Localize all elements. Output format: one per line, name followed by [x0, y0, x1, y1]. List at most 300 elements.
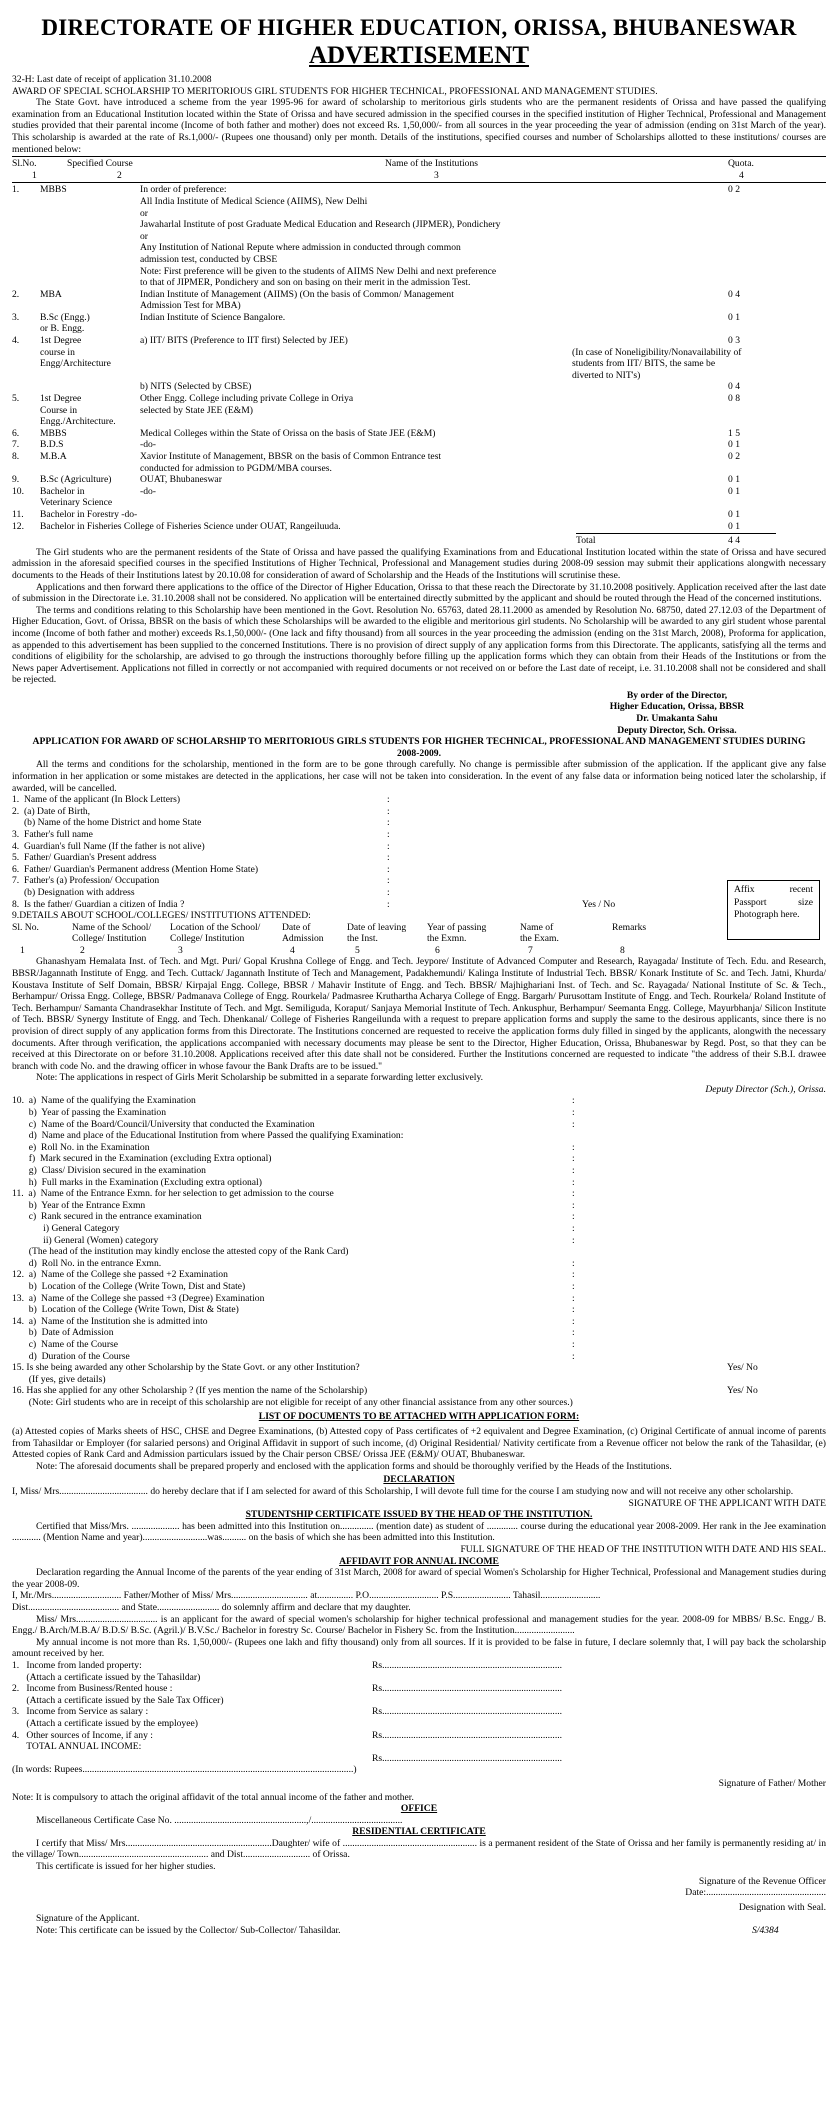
form-item-colon: :	[572, 1199, 575, 1211]
affidavit-note: Note: It is compulsory to attach the original affidavit of the total annual income of the father and mother.	[12, 1791, 414, 1803]
institutions-paragraph: Ghanashyam Hemalata Inst. of Tech. and Mgt. Puri/ Gopal Krushna College of Engg. and Tech. Jeypore/ Institute of Advanced Computer and Research, Rayagada/ Institute of Tech. Edu. and Research, BBSR/Jagannath Institute of Engg. and Tech. Cuttack/ Jagannath Institute of Tech and Management, Padakhemundi/ Kalinga Institute of Industrial Tech. BBSR/ Konark Institute of Sc. and Tech. Jatni, Khurda/ Koustava Institute of Self Domain, BBSR/ Kirpajal Engg. College, BBSR / Mahavir Institute of Engg. and Tech. BBSR/ Majhighariani Inst. of Tech. and Sc. Rayagada/ National Institute of Sc. & Tech., Berhampur/ Orissa Engg. College, BBSR/ Padmanava College of Engg. Rourkela/ Padmasree Kruthartha Acharya College of Engg. Bargarh/ Purusottam Institute of Engg. and Tech. Rourkela/ Roland Institute of Tech. Berhampur/ Samanta Chandrasekhar Institute of Tech. and Mgt. Semiliguda, Koraput/ Sanjaya Memorial Institute of Tech. Ankusphur, Berhampur/ Seemanta Engg. College, Mayurbhanja/ Silicon Institute of Tech. BBSR/ Synergy Institute of Engg. and Tech. Dhenkanal/ College of Fisheries Rangeilunda with a request to prepare application forms and supply the same to the desirous applicants, since there is no provision of direct supply of any application forms from this Directorate. The Institutions concerned are requested to receive the application forms duly filled in singed by the applicants, alongwith the necessary documents. After through verification, the applications accompanied with necessary documents may please be sent to the Director, Higher Education, Orissa, Bhubaneswar by Regd. Post, so that they can be received at this Directorate on or before 31.10.2008. Applications received after this date shall not be considered. Further the Institutions concerned are requested to indicate "the address of their S.B.I. drawee branch with code No. and the drawing officer in whose favour the Bank Drafts are to be issued."	[12, 956, 826, 1072]
item-16: 16. Has she applied for any other Scholarship ? (If yes mention the name of the Scholarship) Yes/ No	[12, 1385, 758, 1397]
declaration-heading: DECLARATION	[383, 1474, 455, 1486]
form-item	[12, 1200, 826, 1212]
form-item	[12, 864, 826, 876]
form-item-label: (b) Designation with address	[12, 886, 135, 898]
signature-block: By order of the Director, Higher Education, Orissa, BBSR Dr. Umakanta Sahu Deputy Director, Sch. Orissa.	[609, 689, 745, 736]
form-item-label: ii) General (Women) category	[12, 1234, 159, 1246]
row-quota: 0 1	[728, 311, 740, 323]
table-row	[12, 428, 826, 440]
row-slno: 8.	[12, 451, 20, 462]
table-row	[12, 254, 826, 266]
declaration-signature: SIGNATURE OF THE APPLICANT WITH DATE	[628, 1497, 826, 1509]
form-item-colon: :	[572, 1176, 575, 1188]
table-row	[12, 242, 826, 254]
documents-note: Note: The aforesaid documents shall be prepared properly and enclosed with the application forms and should be thoroughly verified by the Heads of the Institutions.	[36, 1460, 672, 1472]
form-item-colon: :	[572, 1095, 575, 1107]
form-item-colon: :	[572, 1211, 575, 1223]
form-item-colon: :	[572, 1269, 575, 1281]
form-item	[12, 1246, 826, 1258]
body-paragraph-3: The terms and conditions relating to this Scholarship have been mentioned in the Govt. Resolution No. 65763, dated 28.11.2000 as amended by Resolution No. 68750, dated 27.12.03 of the Department of Higher Education, Govt. of Orissa, BBSR on the basis of which these Scholarships will be awarded to the eligible and meritorious girl students. No Scholarship will be awarded to any girl student whose parental income (Income of both father and mother) exceeds Rs.1,50,000/- (One lack and fifty thousand) from all sources in the year proceeding the admission (ending on the 31st March, 2008), Proforma for application, as appended to this advertisement has been supplied to the concerned Institutions. There is no provision of direct supply of any application forms from this Directorate. The applicants, satisfying all the terms and conditions of eligibility for the scholarship, are advised to go through the instructions thoroughly before filling up the application forms which they can obtain from their Heads of the Institutions or from the News paper Advertisement. Applications not filled in correctly or not accompanied with required documents or not received on or before the Last date of receipt, i.e. 31.10.2008 shall not be considered and shall be rejected.	[12, 604, 826, 686]
yes-no: Yes / No	[582, 898, 616, 910]
row-course: Engg./Architecture.	[40, 416, 116, 428]
details-col-header: Name of	[520, 921, 554, 933]
row-institution: to that of JIPMER, Pondichery and son on basing on their merit in the admission Test.	[140, 277, 471, 289]
row-quota: 0 1	[728, 508, 740, 520]
table-row	[12, 312, 826, 324]
row-institution: -do-	[140, 485, 156, 497]
form-item-colon: :	[572, 1223, 575, 1234]
row-course: B.D.S	[40, 439, 64, 451]
row-institution: admission test, conducted by CBSE	[140, 253, 278, 265]
table-row	[12, 405, 826, 417]
row-quota: 0 1	[728, 520, 740, 532]
table-row	[12, 439, 826, 451]
form-item	[12, 829, 826, 841]
table-row	[12, 208, 826, 220]
table-row	[12, 509, 826, 521]
row-institution: a) IIT/ BITS (Preference to IIT first) Selected by JEE)	[140, 335, 348, 347]
courses-table	[12, 156, 826, 547]
form-item-label: (b) Name of the home District and home State	[12, 817, 202, 829]
courses-table-col-numbers: 1 2 3 4	[32, 169, 744, 181]
item-16-note: (Note: Girl students who are in receipt of this scholarship are not eligible for receipt of any other financial assistance from any other sources.)	[12, 1396, 573, 1408]
designation-seal: Designation with Seal.	[738, 1901, 826, 1913]
header-quota: Quota.	[728, 158, 754, 170]
form-item-label: c) Name of the Course	[12, 1338, 119, 1350]
details-table-numbers	[12, 945, 826, 957]
income-label: 4. Other sources of Income, if any :	[12, 1729, 153, 1741]
row-slno: 4.	[12, 335, 20, 347]
form-item-label: 13. a) Name of the College she passed +3 (Degree) Examination	[12, 1292, 265, 1304]
form-item	[12, 875, 826, 887]
total-income-row: Rs...........................................................................	[372, 1752, 563, 1764]
form-item-colon: :	[387, 886, 390, 898]
row-quota: 0 4	[728, 288, 740, 300]
header-slno: Sl.No.	[12, 158, 37, 170]
income-sub: (Attach a certificate issued by the Sale Tax Officer)	[12, 1694, 224, 1706]
form-item	[12, 852, 826, 864]
studentship-signature: FULL SIGNATURE OF THE HEAD OF THE INSTITUTION WITH DATE AND HIS SEAL.	[460, 1544, 826, 1556]
form-item-label: d) Roll No. in the entrance Exmn.	[12, 1257, 162, 1269]
table-row	[12, 497, 826, 509]
form-item	[12, 806, 826, 818]
table-row	[12, 266, 826, 278]
form-item-label: (The head of the institution may kindly enclose the attested copy of the Rank Card)	[12, 1246, 349, 1258]
form-item-colon: :	[572, 1327, 575, 1339]
form-item-colon: :	[572, 1188, 575, 1200]
table-row	[12, 463, 826, 475]
row-quota: (In case of Noneligibility/Nonavailability of	[572, 346, 742, 358]
form-item-label: g) Class/ Division secured in the examination	[12, 1165, 206, 1177]
row-course: Course in	[40, 404, 78, 416]
form-item-colon: :	[572, 1165, 575, 1177]
application-items	[12, 794, 826, 910]
row-slno: 10.	[12, 485, 24, 497]
income-label: 3. Income from Service as salary :	[12, 1706, 149, 1718]
row-course: Bachelor in Fisheries College of Fisheries Science under OUAT, Rangeiluuda.	[40, 520, 341, 532]
row-quota: 0 4	[728, 381, 740, 393]
details-col-number: 7	[528, 944, 533, 956]
details-col-header-2: the Exmn.	[427, 932, 467, 944]
table-row	[12, 219, 826, 231]
income-rs: Rs...........................................................................	[372, 1659, 563, 1671]
row-slno: 5.	[12, 393, 20, 405]
row-institution: conducted for admission to PGDM/MBA courses.	[140, 462, 332, 474]
form-item-colon: :	[572, 1304, 575, 1316]
total-label: Total	[576, 535, 596, 547]
form-item-colon: :	[387, 852, 390, 864]
details-col-number: 3	[178, 944, 183, 956]
table-row	[12, 289, 826, 301]
details-heading: 9.DETAILS ABOUT SCHOOL/COLLEGES/ INSTITUTIONS ATTENDED:	[12, 910, 311, 922]
form-item-label: f) Mark secured in the Examination (excluding Extra optional)	[12, 1153, 272, 1165]
details-col-header-2: College/ Institution	[72, 932, 147, 944]
form-item	[12, 1211, 826, 1223]
form-item-label: 11. a) Name of the Entrance Exmn. for her selection to get admission to the course	[12, 1188, 334, 1200]
row-institution: Xavior Institute of Management, BBSR on the basis of Common Entrance test	[140, 451, 442, 462]
row-institution: Indian Institute of Science Bangalore.	[140, 311, 286, 323]
body-paragraph-1: The Girl students who are the permanent residents of the State of Orissa and have passed the qualifying Examinations from and Educational Institution located within the state of Orissa and have secured admission in the aforesaid specified courses in the specified Institutions of Higher Technical, Professional and Management studies during 2008-09 session may submit their applications alongwith necessary documents to the Heads of their Institutions latest by 20.10.08 for consideration of award of Scholarship and the Heads of the Institutions will scrutinise these.	[12, 546, 826, 581]
residential-text: I certify that Miss/ Mrs.............................................................Daughter/ wife of ........................................................ is a permanent resident of the State of Orissa and her family is permanently residing at/ in the village/ Town...................................................... and Dist............................ of Orissa.	[12, 1837, 826, 1861]
total-value: 4 4	[728, 535, 740, 547]
form-item	[12, 1119, 826, 1131]
income-row	[12, 1730, 826, 1742]
row-institution: Admission Test for MBA)	[140, 300, 241, 312]
header-institution: Name of the Institutions	[385, 158, 478, 170]
table-row	[12, 474, 826, 486]
row-institution: Indian Institute of Management (AIIMS) (On the basis of Common/ Management	[140, 288, 454, 300]
row-course: Bachelor in Forestry -do-	[40, 508, 138, 520]
table-row	[12, 358, 826, 370]
details-col-header: Sl. No.	[12, 921, 39, 933]
details-col-header-2: Admission	[282, 932, 324, 944]
form-item-colon: :	[572, 1338, 575, 1350]
form-item-label: 14. a) Name of the Institution she is admitted into	[12, 1315, 208, 1327]
table-row	[12, 335, 826, 347]
form-item-colon: :	[572, 1141, 575, 1153]
row-institution: Jawaharlal Institute of post Graduate Medical Education and Research (JIPMER), Pondichery	[140, 219, 501, 231]
courses-table-header	[12, 158, 826, 170]
form-item-label: b) Date of Admission	[12, 1327, 114, 1339]
applicant-signature: Signature of the Applicant.	[36, 1913, 140, 1925]
deputy-director-line: Deputy Director (Sch.), Orissa.	[705, 1083, 826, 1095]
row-course: Bachelor in	[40, 485, 85, 497]
row-course: course in	[40, 346, 75, 358]
form-item-label: 10. a) Name of the qualifying the Examination	[12, 1095, 196, 1107]
income-row	[12, 1660, 826, 1672]
form-item-label: 4. Guardian's full Name (If the father is not alive)	[12, 840, 205, 852]
application-items-2	[12, 1095, 826, 1362]
form-item	[12, 1165, 826, 1177]
row-course: B.Sc (Engg.)	[40, 311, 90, 323]
form-item	[12, 1142, 826, 1154]
row-quota: 0 1	[728, 485, 740, 497]
table-row	[12, 300, 826, 312]
form-item-colon: :	[387, 829, 390, 840]
form-item-label: c) Name of the Board/Council/University that conducted the Examination	[12, 1118, 315, 1130]
form-item-label: 3. Father's full name	[12, 829, 93, 840]
form-item	[12, 794, 826, 806]
form-item-label: d) Duration of the Course	[12, 1350, 130, 1362]
income-sub: TOTAL ANNUAL INCOME:	[12, 1741, 142, 1753]
form-item	[12, 1177, 826, 1189]
form-item-colon: :	[572, 1350, 575, 1362]
row-institution: or	[140, 207, 148, 219]
revenue-date: Date:..................................................	[685, 1887, 826, 1899]
affidavit-para-2: Miss/ Mrs.................................. is an applicant for the award of special women's scholarship for higher technical professional and management studies for the year. 2008-09 for MBBS/ B.Sc. Engg./ B. Engg./ B.Arch/M.B.A/ B.D.S/ B.Sc. (Agril.)/ B.V.Sc./ Bachelor in forestry Sc. Course/ Bachelor in Fishery Sc. from the Institution.........................	[12, 1613, 826, 1637]
income-label: 1. Income from landed property:	[12, 1659, 142, 1671]
details-col-header: Year of passing	[427, 921, 487, 933]
income-row	[12, 1706, 826, 1718]
form-item	[12, 1107, 826, 1119]
award-heading: AWARD OF SPECIAL SCHOLARSHIP TO MERITORIOUS GIRL STUDENTS FOR HIGHER TECHNICAL, PROFESSIONAL AND MANAGEMENT STUDIES.	[12, 85, 658, 97]
table-row	[12, 231, 826, 243]
form-item	[12, 899, 826, 911]
income-row	[12, 1683, 826, 1695]
details-table-header	[12, 922, 826, 945]
row-slno: 7.	[12, 439, 20, 451]
form-item	[12, 1095, 826, 1107]
details-col-number: 2	[80, 944, 85, 956]
row-course: 1st Degree	[40, 335, 82, 347]
affidavit-para-1: Declaration regarding the Annual Income of the parents of the year ending of 31st March, 2008 for award of special Women's Scholarship for Higher Technical, Professional and Management studies during the year 2008-09.	[12, 1567, 826, 1590]
row-institution: All India Institute of Medical Science (AIIMS), New Delhi	[140, 195, 368, 207]
details-col-header: Remarks	[612, 921, 647, 933]
table-row	[12, 196, 826, 208]
documents-heading: LIST OF DOCUMENTS TO BE ATTACHED WITH APPLICATION FORM:	[258, 1410, 580, 1422]
office-heading: OFFICE	[400, 1803, 438, 1815]
row-institution: OUAT, Bhubaneswar	[140, 474, 222, 486]
row-course: MBBS	[40, 184, 67, 196]
affidavit-dist-line: Dist...................................... and State.......................... do solemnly affirm and declare that my daughter.	[12, 1602, 411, 1613]
form-item-label: b) Location of the College (Write Town, Dist & State)	[12, 1304, 239, 1316]
form-item-label: b) Year of the Entrance Exmn	[12, 1199, 146, 1211]
table-row	[12, 370, 826, 382]
income-list	[12, 1660, 826, 1753]
income-sub-row	[12, 1672, 826, 1684]
application-heading: APPLICATION FOR AWARD OF SCHOLARSHIP TO MERITORIOUS GIRLS STUDENTS FOR HIGHER TECHNICAL, PROFESSIONAL AND MANAGEMENT STUDIES DURING 2008-2009.	[32, 736, 806, 759]
courses-table-body	[12, 184, 826, 532]
details-col-number: 8	[620, 944, 625, 956]
residential-heading: RESIDENTIAL CERTIFICATE	[352, 1826, 486, 1838]
affidavit-name-line: I, Mr./Mrs............................. Father/Mother of Miss/ Mrs................................ at............... P.O............................. P.S........................ Tahasil.........................	[12, 1590, 601, 1602]
row-slno: 1.	[12, 184, 20, 196]
details-col-header-2: the Exam.	[520, 932, 559, 944]
row-quota: 0 2	[728, 184, 740, 196]
page-subtitle: ADVERTISEMENT	[309, 42, 529, 69]
item-15: 15. Is she being awarded any other Scholarship by the State Govt. or any other Institution? Yes/ No	[12, 1362, 758, 1374]
row-quota: 0 3	[728, 335, 740, 347]
affidavit-heading: AFFIDAVIT FOR ANNUAL INCOME	[339, 1555, 499, 1567]
form-item	[12, 1269, 826, 1281]
form-item-label: d) Name and place of the Educational Institution from where Passed the qualifying Examination:	[12, 1130, 404, 1142]
table-row	[12, 184, 826, 196]
table-row	[12, 521, 826, 533]
form-item-label: 6. Father/ Guardian's Permanent address (Mention Home State)	[12, 863, 259, 875]
row-institution: b) NITS (Selected by CBSE)	[140, 381, 252, 393]
row-course: or B. Engg.	[40, 323, 85, 335]
form-item	[12, 1235, 826, 1247]
form-item-colon: :	[387, 817, 390, 829]
table-row	[12, 381, 826, 393]
form-item-colon: :	[387, 840, 390, 852]
form-item-colon: :	[572, 1118, 575, 1130]
form-item-colon: :	[387, 875, 390, 887]
form-item-colon: :	[572, 1153, 575, 1165]
row-quota: 0 2	[728, 451, 740, 462]
row-quota: 0 1	[728, 474, 740, 486]
row-quota: 0 8	[728, 393, 740, 405]
row-course: MBA	[40, 288, 62, 300]
row-institution: Note: First preference will be given to the students of AIIMS New Delhi and next preference	[140, 265, 497, 277]
details-col-number: 1	[20, 944, 25, 956]
form-item-colon: :	[387, 794, 390, 806]
row-course: B.Sc (Agriculture)	[40, 474, 112, 486]
form-item	[12, 1153, 826, 1165]
row-slno: 3.	[12, 311, 20, 323]
details-col-header-2: College/ Institution	[170, 932, 245, 944]
row-course: MBBS	[40, 427, 67, 439]
courses-total-row	[12, 535, 826, 547]
form-item	[12, 1293, 826, 1305]
form-item-label: c) Rank secured in the entrance examination	[12, 1211, 202, 1223]
details-col-header: Date of	[282, 921, 311, 933]
row-slno: 6.	[12, 427, 20, 439]
reference-line: 32-H: Last date of receipt of application 31.10.2008	[12, 74, 212, 85]
photo-placeholder-box: Affix recent Passport size Photograph here.	[727, 880, 820, 940]
form-item	[12, 817, 826, 829]
row-slno: 9.	[12, 474, 20, 486]
row-institution: Any Institution of National Repute where admission in conducted through common	[140, 242, 461, 254]
row-slno: 2.	[12, 288, 20, 300]
details-col-header: Name of the School/	[72, 921, 152, 933]
form-item	[12, 1327, 826, 1339]
income-sub: (Attach a certificate issued by the Tahasildar)	[12, 1671, 201, 1683]
form-item-colon: :	[572, 1234, 575, 1246]
item-15-detail: (If yes, give details)	[12, 1373, 106, 1385]
table-row	[12, 416, 826, 428]
row-slno: 12.	[12, 520, 24, 532]
row-quota: students from IIT/ BITS, the same be	[572, 358, 716, 370]
income-sub-row	[12, 1718, 826, 1730]
form-item	[12, 887, 826, 899]
form-item-colon: :	[387, 805, 390, 817]
table-row	[12, 451, 826, 463]
residential-note-row: Note: This certificate can be issued by the Collector/ Sub-Collector/ Tahasildar. S/4384	[36, 1925, 779, 1937]
form-item	[12, 1223, 826, 1235]
form-item	[12, 1304, 826, 1316]
girls-merit-note: Note: The applications in respect of Girls Merit Scholarship be submitted in a separate forwarding letter exclusively.	[36, 1072, 484, 1084]
row-slno: 11.	[12, 508, 24, 520]
form-item-label: 1. Name of the applicant (In Block Letters)	[12, 794, 181, 806]
body-paragraph-2: Applications and then forward there applications to the office of the Director of Higher Education, Orissa to that these reach the Directorate by 31.10.2008 positively. Application received after the last date of submission in the Directorate i.e. 31.10.2008 shall not be considered. No application will be entertained directly submitted by the applicant and should be routed through the Head of the concerned institutions.	[12, 581, 826, 605]
row-quota: 0 1	[728, 439, 740, 451]
residential-issued: This certificate is issued for her higher studies.	[36, 1861, 216, 1873]
row-institution: selected by State JEE (E&M)	[140, 404, 253, 416]
form-item	[12, 1130, 826, 1142]
details-col-header: Location of the School/	[170, 921, 261, 933]
income-sub: (Attach a certificate issued by the employee)	[12, 1717, 198, 1729]
income-rs: Rs...........................................................................	[372, 1706, 563, 1718]
income-rs: Rs...........................................................................	[372, 1729, 563, 1741]
row-institution: or	[140, 230, 148, 242]
ad-code: S/4384	[752, 1925, 779, 1937]
row-institution: Medical Colleges within the State of Orissa on the basis of State JEE (E&M)	[140, 427, 436, 439]
form-item	[12, 1188, 826, 1200]
income-in-words: (In words: Rupees.................................................................................................................)	[12, 1764, 357, 1776]
table-row	[12, 277, 826, 289]
form-item-label: 12. a) Name of the College she passed +2 Examination	[12, 1269, 228, 1281]
form-item-colon: :	[572, 1315, 575, 1327]
intro-paragraph: The State Govt. have introduced a scheme from the year 1995-96 for award of scholarship to meritorious girls students who are the permanent residents of Orissa and have passed the qualifying examination from an Educational Institution located within the State of Orissa and have secured admission in the specified courses in the specified institution of Higher Technical, Professional and Management studies provided that their parental income (Income of both father and mother) does not exceed Rs. 1,50,000/- from all sources in the year proceeding the year of admission (ending on 31st March of the year). This scholarship is awarded at the rate of Rs.1,000/- (Rupees one thousand) only per month. Details of the institutions, specified courses and number of Scholarships allotted to these institutions/ courses are mentioned below:	[12, 97, 826, 155]
row-course: 1st Degree	[40, 393, 82, 405]
details-col-header-2: the Inst.	[347, 932, 378, 944]
form-item	[12, 1339, 826, 1351]
income-sub-row	[12, 1741, 826, 1753]
form-item-colon: :	[572, 1292, 575, 1304]
studentship-heading: STUDENTSHIP CERTIFICATE ISSUED BY THE HEAD OF THE INSTITUTION.	[245, 1509, 593, 1521]
form-item-colon: :	[572, 1280, 575, 1292]
form-item	[12, 1351, 826, 1363]
table-row	[12, 393, 826, 405]
header-course: Specified Course	[67, 158, 133, 170]
row-quota: 1 5	[728, 427, 740, 439]
row-institution: Other Engg. College including private College in Oriya	[140, 393, 354, 405]
form-item-label: 7. Father's (a) Profession/ Occupation	[12, 875, 160, 887]
details-col-header: Date of leaving	[347, 921, 407, 933]
form-item-label: 8. Is the father/ Guardian a citizen of India ?	[12, 898, 185, 910]
form-item-label: 5. Father/ Guardian's Present address	[12, 852, 157, 864]
form-item-label: b) Location of the College (Write Town, Dist and State)	[12, 1280, 246, 1292]
form-item-colon: :	[387, 898, 390, 910]
form-item	[12, 1281, 826, 1293]
form-item	[12, 841, 826, 853]
form-item-colon: :	[387, 863, 390, 875]
application-note: All the terms and conditions for the scholarship, mentioned in the form are to be gone through carefully. No change is permissible after submission of the application. If the applicant give any false information in her application or some mistakes are detected in the applications, her case will not be taken into consideration. In the event of any false data or information being noticed later the scholarship, if awarded, will be cancelled.	[12, 759, 826, 794]
office-text: Miscellaneous Certificate Case No. .......................................................,/......................................	[36, 1814, 403, 1826]
table-row	[12, 323, 826, 335]
form-item-label: h) Full marks in the Examination (Excluding extra optional)	[12, 1176, 262, 1188]
parent-signature: Signature of Father/ Mother	[718, 1777, 826, 1789]
page-title: DIRECTORATE OF HIGHER EDUCATION, ORISSA, BHUBANESWAR	[41, 15, 797, 40]
table-row	[12, 347, 826, 359]
form-item-label: b) Year of passing the Examination	[12, 1107, 167, 1119]
form-item	[12, 1316, 826, 1328]
form-item-colon: :	[572, 1107, 575, 1119]
form-item	[12, 1258, 826, 1270]
row-course: M.B.A	[40, 451, 67, 462]
row-institution: In order of preference:	[140, 184, 227, 196]
studentship-text: Certified that Miss/Mrs. .................... has been admitted into this Institution on.............. (mention date) as student of ............. course during the educational year 2008-2009. Her rank in the Jee examination ............ (Mention Name and year)...........................was.......... on the basis of which she has been admitted into this Institution.	[12, 1520, 826, 1544]
row-course: Engg/Architecture	[40, 358, 111, 370]
row-quota: diverted to NIT's)	[572, 369, 641, 381]
form-item-label: 2. (a) Date of Birth,	[12, 805, 91, 817]
income-label: 2. Income from Business/Rented house :	[12, 1683, 173, 1695]
declaration-text: I, Miss/ Mrs..................................... do hereby declare that if I am selected for award of this Scholarship, I will devote full time for the course I am studying now and will not receive any other scholarship.	[12, 1486, 794, 1498]
details-col-number: 4	[290, 944, 295, 956]
form-item-label: e) Roll No. in the Examination	[12, 1141, 150, 1153]
form-item-colon: :	[572, 1257, 575, 1269]
row-institution: -do-	[140, 439, 156, 451]
documents-paragraph: (a) Attested copies of Marks sheets of HSC, CHSE and Degree Examinations, (b) Attested copy of Pass certificates of +2 equivalent and Degree Examination, (c) Original Certificate of annual income of parents from Tahasildar or Employer (for salaried persons) and Original Affidavit in support of such income, (d) Original Residential/ Nativity certificate from a Revenue officer not below the rank of the Tahasildar, (e) Attested copies of Rank Card and Admission particulars issued by the Chair person CBSE/ Orissa JEE (E&M)/ OUAT, Bhubaneswar.	[12, 1426, 826, 1461]
revenue-officer-signature: Signature of the Revenue Officer	[698, 1875, 826, 1887]
details-col-number: 6	[435, 944, 440, 956]
details-col-number: 5	[355, 944, 360, 956]
income-rs: Rs...........................................................................	[372, 1683, 563, 1695]
row-course: Veterinary Science	[40, 497, 113, 509]
